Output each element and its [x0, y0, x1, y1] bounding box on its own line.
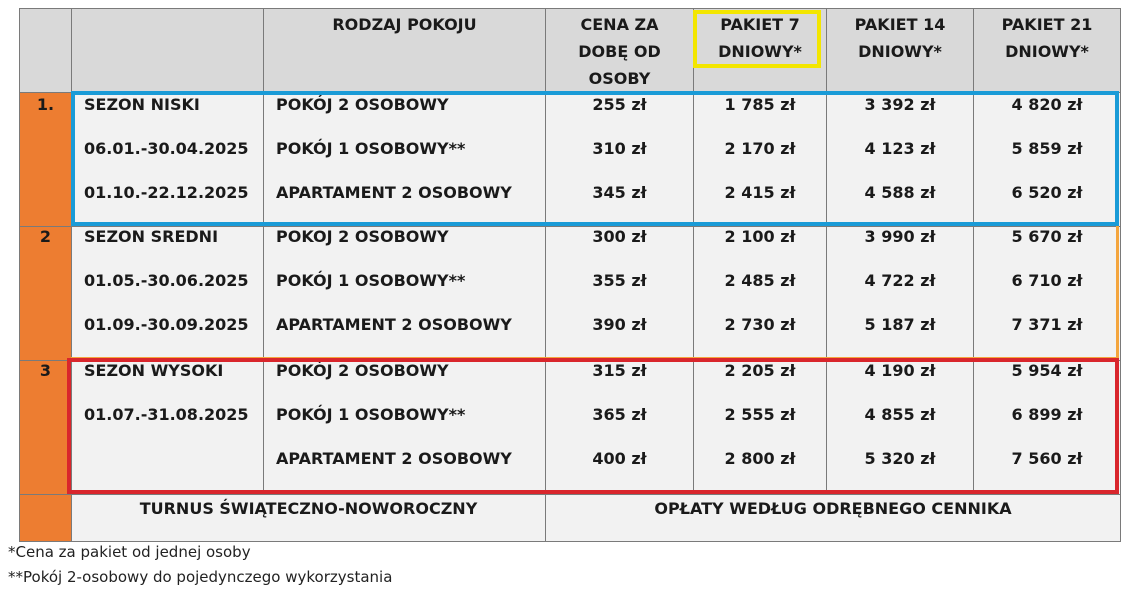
package-14-price: 4 855 zł	[864, 405, 936, 424]
package-7-price: 2 100 zł	[724, 227, 796, 246]
season-number: 3	[39, 361, 52, 380]
season-row-high	[20, 361, 1121, 495]
package-7-price: 2 730 zł	[724, 315, 796, 334]
package-21-price: 4 820 zł	[1011, 95, 1083, 114]
package-14-price: 4 588 zł	[864, 183, 936, 202]
header-empty-cell	[72, 9, 264, 93]
package-14-price: 3 990 zł	[864, 227, 936, 246]
room-type-cell	[264, 361, 546, 495]
package-21-price: 5 859 zł	[1011, 139, 1083, 158]
day-price: 255 zł	[592, 95, 647, 114]
day-price: 310 zł	[592, 139, 647, 158]
price-per-day-line: DOBĘ OD	[578, 42, 661, 61]
package-21-price: 7 560 zł	[1011, 449, 1083, 468]
separate-pricing-label: OPŁATY WEDŁUG ODRĘBNEGO CENNIKA	[654, 499, 1012, 518]
package-7-price: 2 555 zł	[724, 405, 796, 424]
day-price: 315 zł	[592, 361, 647, 380]
package-14-price: 5 320 zł	[864, 449, 936, 468]
season-name: SEZON NISKI	[84, 95, 200, 114]
room-type: POKÓJ 1 OSOBOWY**	[276, 405, 466, 424]
room-type-cell	[264, 227, 546, 361]
package-7-line: DNIOWY*	[718, 42, 802, 61]
season-dates: 01.10.-22.12.2025	[84, 183, 249, 202]
room-type: APARTAMENT 2 OSOBOWY	[276, 183, 512, 202]
header-package-7	[694, 9, 827, 93]
package-21-line: DNIOWY*	[1005, 42, 1089, 61]
season-dates: 01.09.-30.09.2025	[84, 315, 249, 334]
package-14-price: 4 123 zł	[864, 139, 936, 158]
package-7-price: 2 485 zł	[724, 271, 796, 290]
package-21-price: 6 520 zł	[1011, 183, 1083, 202]
room-type: POKÓJ 1 OSOBOWY**	[276, 271, 466, 290]
price-per-day-line: CENA ZA	[580, 15, 659, 34]
header-price-per-day	[546, 9, 694, 93]
season-row-low	[20, 93, 1121, 227]
package-14-cell	[827, 361, 974, 495]
package-21-price: 6 710 zł	[1011, 271, 1083, 290]
day-price: 355 zł	[592, 271, 647, 290]
package-21-cell	[974, 361, 1121, 495]
season-number-cell	[20, 227, 72, 361]
package-21-price: 7 371 zł	[1011, 315, 1083, 334]
season-number: 1.	[36, 95, 55, 114]
footer-number-cell	[20, 495, 72, 542]
season-label-cell	[72, 227, 264, 361]
room-type: APARTAMENT 2 OSOBOWY	[276, 315, 512, 334]
header-number-cell	[20, 9, 72, 93]
package-14-price: 4 722 zł	[864, 271, 936, 290]
room-type: POKÓJ 1 OSOBOWY**	[276, 139, 466, 158]
package-14-cell	[827, 227, 974, 361]
header-package-21	[974, 9, 1121, 93]
season-number: 2	[39, 227, 52, 246]
package-14-cell	[827, 93, 974, 227]
season-name: SEZON SREDNI	[84, 227, 219, 246]
package-14-line: DNIOWY*	[858, 42, 942, 61]
package-7-price: 2 205 zł	[724, 361, 796, 380]
footer-row	[20, 495, 1121, 542]
package-21-cell	[974, 93, 1121, 227]
day-price-cell	[546, 227, 694, 361]
package-21-price: 5 670 zł	[1011, 227, 1083, 246]
season-dates: 01.05.-30.06.2025	[84, 271, 249, 290]
season-dates	[72, 437, 263, 481]
season-row-medium	[20, 227, 1121, 361]
package-7-cell	[694, 361, 827, 495]
day-price: 390 zł	[592, 315, 647, 334]
holiday-turnus-label: TURNUS ŚWIĄTECZNO-NOWOROCZNY	[139, 499, 478, 518]
package-7-cell	[694, 227, 827, 361]
package-21-line: PAKIET 21	[1001, 15, 1093, 34]
day-price: 300 zł	[592, 227, 647, 246]
season-number-cell	[20, 93, 72, 227]
day-price-cell	[546, 361, 694, 495]
room-type: APARTAMENT 2 OSOBOWY	[276, 449, 512, 468]
package-14-line: PAKIET 14	[854, 15, 946, 34]
header-package-14	[827, 9, 974, 93]
season-label-cell	[72, 361, 264, 495]
room-type: POKÓJ 2 OSOBOWY	[276, 95, 449, 114]
day-price: 345 zł	[592, 183, 647, 202]
package-7-price: 2 415 zł	[724, 183, 796, 202]
price-table-wrapper	[19, 8, 1120, 540]
room-type-cell	[264, 93, 546, 227]
day-price-cell	[546, 93, 694, 227]
room-type: POKOJ 2 OSOBOWY	[276, 227, 449, 246]
separate-pricing-cell	[546, 495, 1121, 542]
package-14-price: 4 190 zł	[864, 361, 936, 380]
room-type-heading: RODZAJ POKOJU	[332, 15, 477, 34]
package-7-cell	[694, 93, 827, 227]
season-name: SEZON WYSOKI	[84, 361, 224, 380]
price-per-day-line: OSOBY	[588, 69, 651, 88]
package-7-price: 2 800 zł	[724, 449, 796, 468]
package-14-price: 5 187 zł	[864, 315, 936, 334]
season-label-cell	[72, 93, 264, 227]
day-price: 400 zł	[592, 449, 647, 468]
header-room-type	[264, 9, 546, 93]
package-21-price: 5 954 zł	[1011, 361, 1083, 380]
footnote-package-price: *Cena za pakiet od jednej osoby	[8, 543, 251, 561]
price-table	[19, 8, 1121, 542]
header-row	[20, 9, 1121, 93]
room-type: POKÓJ 2 OSOBOWY	[276, 361, 449, 380]
package-7-price: 2 170 zł	[724, 139, 796, 158]
package-21-price: 6 899 zł	[1011, 405, 1083, 424]
package-7-line: PAKIET 7	[720, 15, 800, 34]
package-7-price: 1 785 zł	[724, 95, 796, 114]
season-dates: 06.01.-30.04.2025	[84, 139, 249, 158]
season-dates: 01.07.-31.08.2025	[84, 405, 249, 424]
holiday-turnus-cell	[72, 495, 546, 542]
day-price: 365 zł	[592, 405, 647, 424]
package-14-price: 3 392 zł	[864, 95, 936, 114]
season-number-cell	[20, 361, 72, 495]
package-21-cell	[974, 227, 1121, 361]
footnote-single-use: **Pokój 2-osobowy do pojedynczego wykorzystania	[8, 568, 393, 586]
